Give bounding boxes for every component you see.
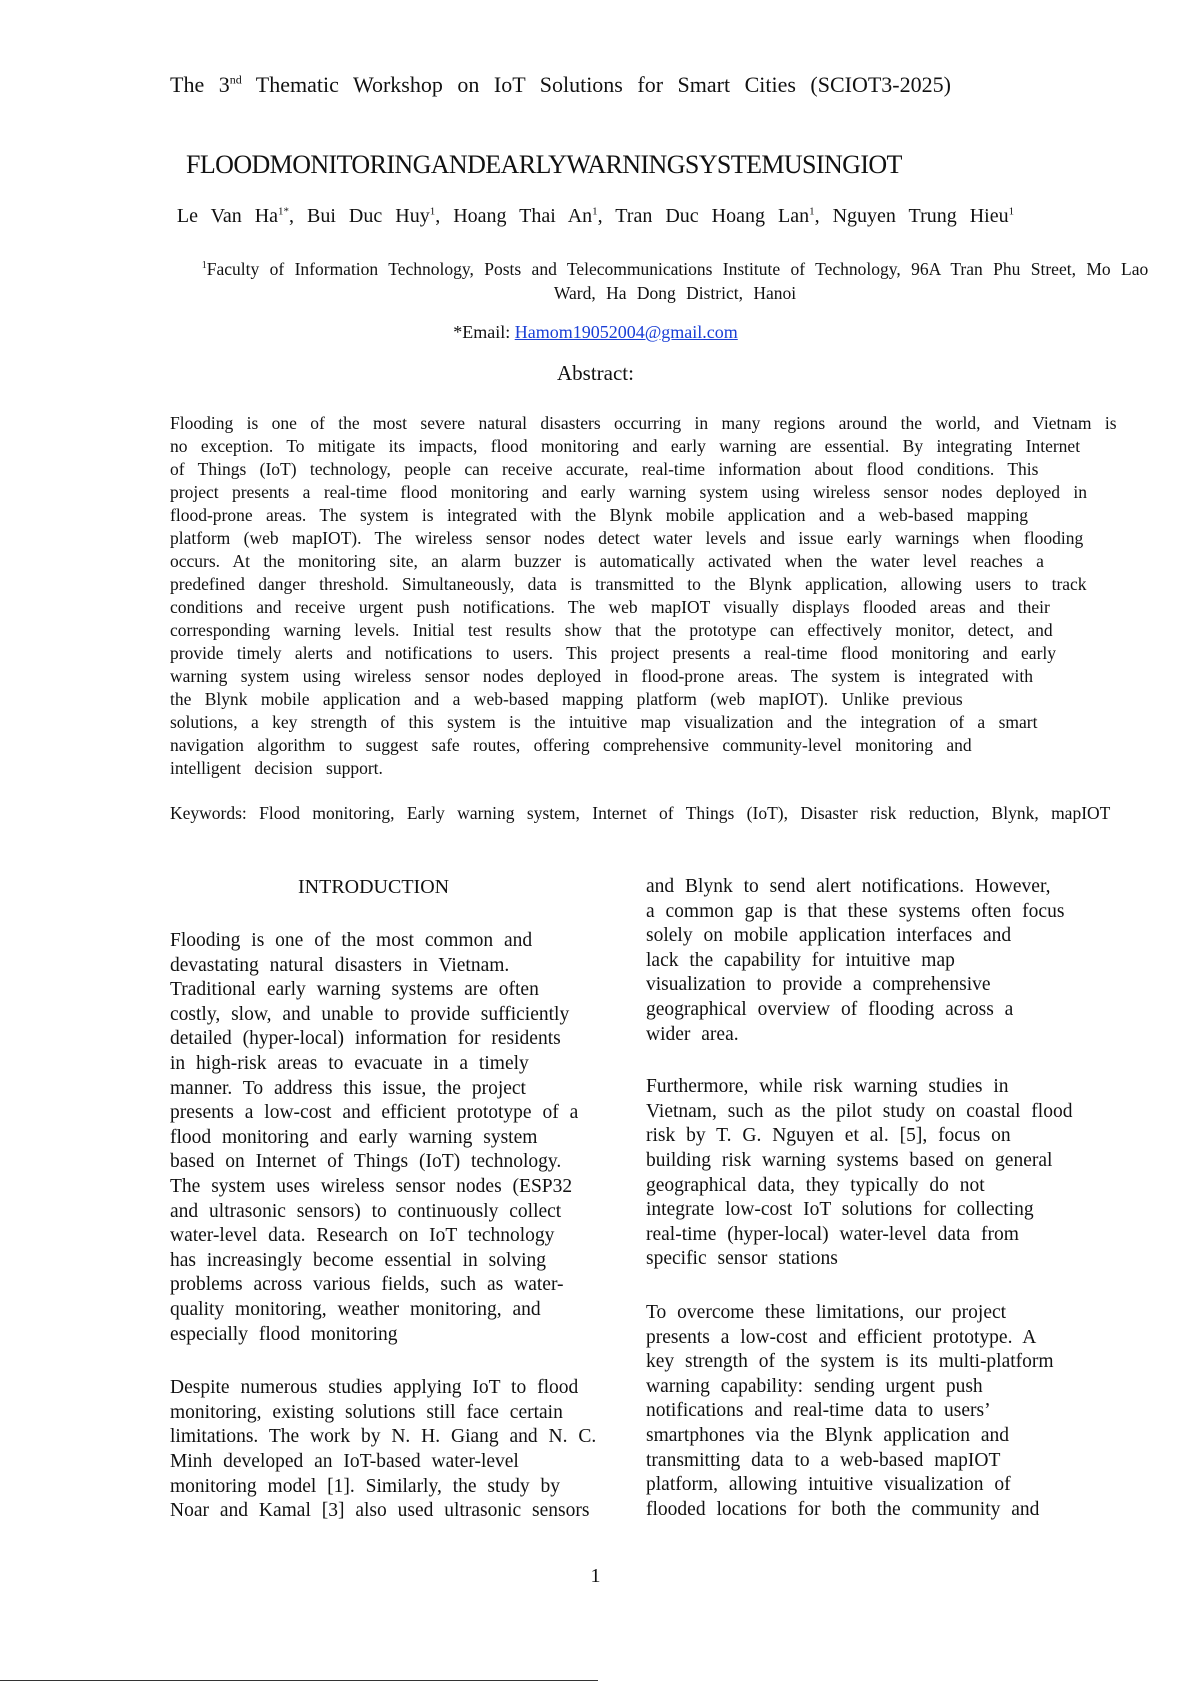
body-line: Furthermore, while risk warning studies in: [646, 1076, 1009, 1098]
abstract-line: conditions and receive urgent push notifications. The web mapIOT visually displays flooded areas and their: [170, 597, 1050, 617]
body-line: in high-risk areas to evacuate in a timely: [170, 1053, 529, 1074]
body-line: has increasingly become essential in solving: [170, 1249, 547, 1271]
body-line: Flooding is one of the most common and: [170, 930, 533, 951]
affiliation-text: Faculty of Information Technology, Posts and Telecommunications Institute of Technology, 96A Tran Phu Street, Mo Lao Ward, Ha Dong District, Hanoi: [206, 258, 1149, 303]
body-line: lack the capability for intuitive map: [646, 949, 955, 971]
page-number: 1: [590, 1565, 601, 1587]
body-line: and Blynk to send alert notifications. However,: [646, 876, 1051, 897]
body-line: a common gap is that these systems often focus: [646, 900, 1065, 922]
body-line: problems across various fields, such as water-: [170, 1274, 564, 1296]
body-line: presents a low-cost and efficient prototype of a: [170, 1102, 579, 1124]
abstract-line: the Blynk mobile application and a web-based mapping platform (web mapIOT). Unlike previous: [170, 689, 963, 709]
abstract-line: intelligent decision support.: [170, 758, 383, 778]
email-link[interactable]: Hamom19052004@gmail.com: [514, 322, 738, 342]
body-line: and ultrasonic sensors) to continuously collect: [170, 1200, 562, 1222]
abstract-line: project presents a real-time flood monitoring and early warning system using wireless sensor nodes deployed in: [170, 482, 1087, 502]
body-line: limitations. The work by N. H. Giang and N. C.: [170, 1426, 597, 1448]
affiliation: [190, 254, 1160, 305]
workshop-header: [170, 72, 951, 98]
body-line: quality monitoring, weather monitoring, and: [170, 1299, 541, 1320]
author: Nguyen Trung Hieu$^1$: [832, 205, 1015, 227]
footer-rule: [0, 1680, 598, 1681]
body-line: devastating natural disasters in Vietnam.: [170, 954, 510, 976]
body-line: based on Internet of Things (IoT) technology.: [170, 1151, 562, 1173]
body-line: flood monitoring and early warning system: [170, 1126, 538, 1148]
abstract-line: predefined danger threshold. Simultaneously, data is transmitted to the Blynk application, allowing users to track: [170, 574, 1087, 594]
introduction-heading: INTRODUCTION: [298, 876, 450, 898]
author: Bui Duc Huy$^1$: [307, 205, 436, 227]
body-line: visualization to provide a comprehensive: [646, 974, 991, 996]
body-line: especially flood monitoring: [170, 1323, 398, 1345]
abstract-line: no exception. To mitigate its impacts, flood monitoring and early warning are essential. By integrating Internet: [170, 436, 1081, 456]
affiliation-sup: 1: [201, 260, 207, 271]
body-line: transmitting data to a web-based mapIOT: [646, 1449, 1001, 1471]
author: Le Van $Ha^{1*}$: [176, 205, 290, 227]
abstract-heading: Abstract:: [557, 361, 634, 385]
abstract-line: provide timely alerts and notifications to users. This project presents a real-time flood monitoring and early: [170, 643, 1057, 663]
abstract-line: warning system using wireless sensor nodes deployed in flood-prone areas. The system is integrated with: [170, 666, 1033, 686]
body-line: presents a low-cost and efficient prototype. A: [646, 1326, 1037, 1348]
email-label: *Email:: [453, 322, 515, 342]
body-line: manner. To address this issue, the project: [170, 1077, 526, 1099]
abstract-line: flood-prone areas. The system is integrated with the Blynk mobile application and a web-based mapping: [170, 505, 1029, 525]
body-line: Vietnam, such as the pilot study on coastal flood: [646, 1100, 1073, 1122]
author-list: Le Van $Ha^{1*}$, Bui Duc Huy$^1$, Hoang Thai An$^1$, Tran Duc Hoang Lan$^1$, Nguyen Trung Hieu$^1$: [176, 205, 1015, 227]
body-line: warning capability: sending urgent push: [646, 1375, 983, 1397]
body-line: water-level data. Research on IoT technology: [170, 1225, 555, 1247]
body-line: key strength of the system is its multi-platform: [646, 1351, 1054, 1373]
abstract-line: of Things (IoT) technology, people can receive accurate, real-time information about flood conditions. This: [170, 459, 1039, 479]
abstract-line: Flooding is one of the most severe natural disasters occurring in many regions around the world, and Vietnam is: [170, 413, 1117, 433]
body-line: geographical data, they typically do not: [646, 1174, 985, 1196]
workshop-post: Thematic Workshop on IoT Solutions for Smart Cities (SCIOT3-2025): [241, 72, 951, 97]
body-line: Traditional early warning systems are often: [170, 979, 539, 1001]
body-line: detailed (hyper-local) information for residents: [170, 1028, 561, 1050]
author: Tran Duc Hoang Lan$^1$: [615, 205, 815, 227]
body-line: monitoring, existing solutions still face certain: [170, 1401, 563, 1423]
keywords: Keywords: Flood monitoring, Early warning system, Internet of Things (IoT), Disaster risk reduction, Blynk, mapIOT: [170, 803, 1111, 823]
author: Hoang Thai An$^1$: [453, 205, 598, 227]
abstract-line: navigation algorithm to suggest safe routes, offering comprehensive community-level monitoring and: [170, 735, 972, 755]
abstract-body: [170, 412, 1191, 780]
body-line: To overcome these limitations, our project: [646, 1302, 1007, 1323]
body-line: notifications and real-time data to users’: [646, 1400, 991, 1422]
body-line: Noar and Kamal [3] also used ultrasonic sensors: [170, 1500, 590, 1522]
body-line: costly, slow, and unable to provide sufficiently: [170, 1003, 570, 1025]
body-line: specific sensor stations: [646, 1248, 838, 1270]
body-line: monitoring model [1]. Similarly, the study by: [170, 1475, 561, 1497]
abstract-line: occurs. At the monitoring site, an alarm buzzer is automatically activated when the water level reaches a: [170, 551, 1044, 571]
body-line: smartphones via the Blynk application and: [646, 1425, 1010, 1446]
body-line: flooded locations for both the community and: [646, 1498, 1040, 1520]
body-line: The system uses wireless sensor nodes (ESP32: [170, 1176, 573, 1197]
body-line: wider area.: [646, 1023, 739, 1045]
body-line: Minh developed an IoT-based water-level: [170, 1451, 519, 1472]
body-line: building risk warning systems based on general: [646, 1150, 1053, 1171]
body-line: platform, allowing intuitive visualization of: [646, 1474, 1011, 1496]
body-line: Despite numerous studies applying IoT to flood: [170, 1377, 579, 1399]
abstract-line: corresponding warning levels. Initial test results show that the prototype can effectively monitor, detect, and: [170, 620, 1053, 640]
body-line: solely on mobile application interfaces and: [646, 925, 1012, 947]
paper-title: FLOODMONITORINGANDEARLYWARNINGSYSTEMUSINGIOT: [186, 150, 902, 179]
body-line: geographical overview of flooding across a: [646, 999, 1014, 1020]
abstract-line: platform (web mapIOT). The wireless sensor nodes detect water levels and issue early warnings when flooding: [170, 528, 1084, 548]
workshop-sup: nd: [229, 72, 242, 87]
body-line: risk by T. G. Nguyen et al. [5], focus on: [646, 1125, 1011, 1147]
body-line: real-time (hyper-local) water-level data from: [646, 1223, 1019, 1245]
workshop-pre: The 3: [170, 72, 230, 97]
email-line: [0, 322, 1191, 343]
abstract-line: solutions, a key strength of this system is the intuitive map visualization and the integration of a smart: [170, 712, 1038, 732]
body-line: integrate low-cost IoT solutions for collecting: [646, 1199, 1034, 1221]
